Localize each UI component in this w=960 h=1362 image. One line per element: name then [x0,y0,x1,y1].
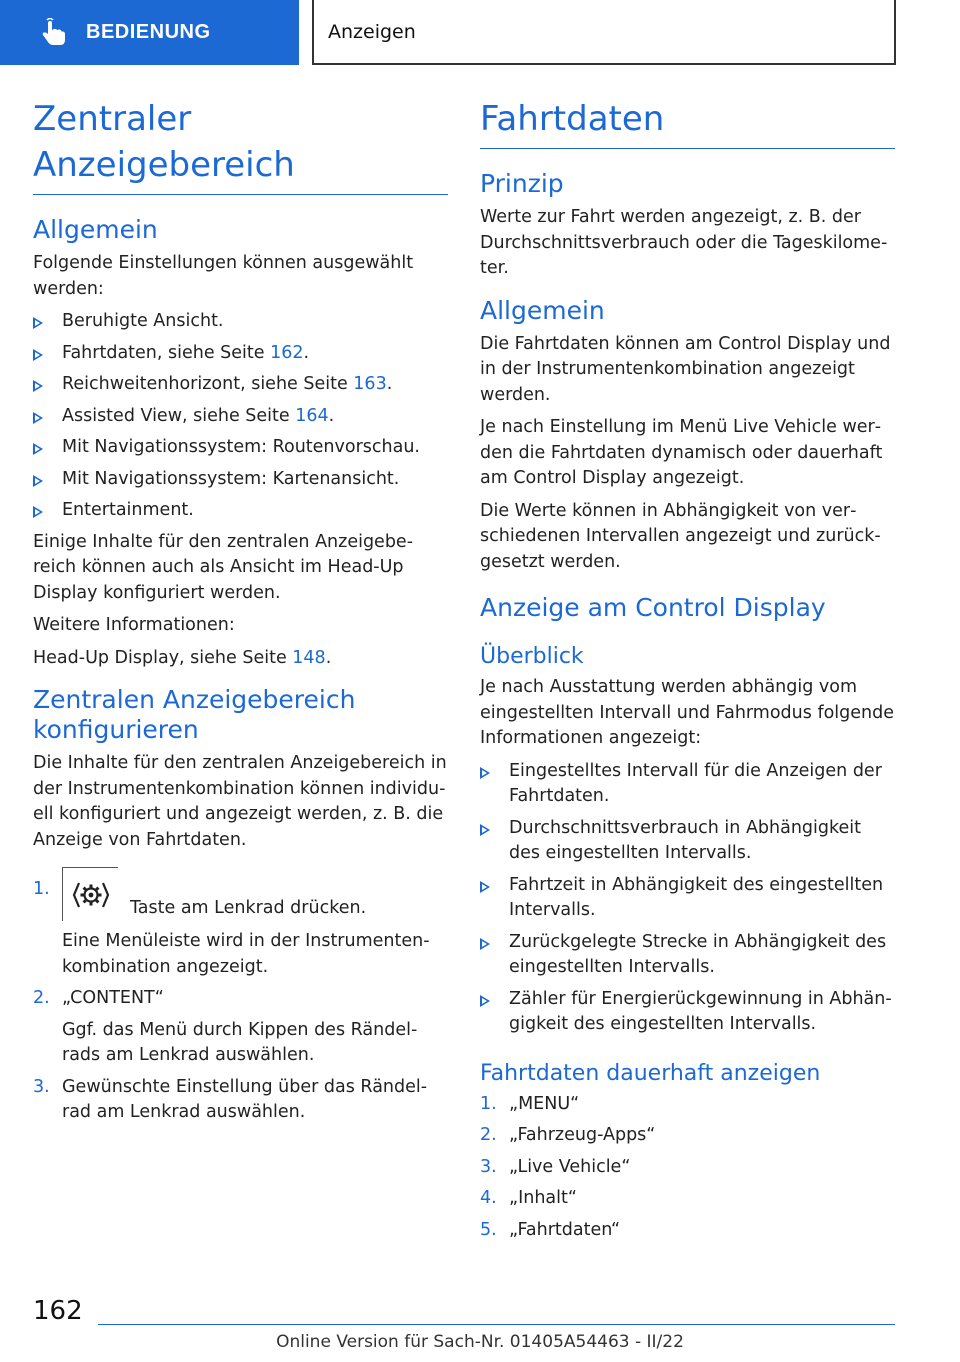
right-title: Fahrtdaten [480,96,895,149]
right-s1-heading: Prinzip [480,169,564,198]
step-item: 1. „MENU“ [480,1093,580,1114]
list-item: Fahrtdaten, siehe Seite 162. [33,341,448,367]
triangle-bullet-icon [33,317,43,329]
step-item [33,1075,448,1126]
left-s1-intro: Folgende Einstellungen können ausgewählt werden: [33,253,414,299]
section-label: BEDIENUNG [86,21,211,43]
list-item: Assisted View, siehe Seite 164. [33,404,448,430]
left-s1-p2: Einige Inhalte für den zentralen Anzeigebereich können auch als Ansicht im Head-Up Display konfiguriert werden. [33,531,414,603]
chapter-title: Anzeigen [328,20,416,43]
step-item [33,986,448,1069]
step-item: 2. „Fahrzeug-Apps“ [480,1125,656,1145]
right-s3-sub2: Fahrtdaten dauerhaft anzeigen [480,1060,821,1086]
section-tab [0,0,299,65]
left-s1-heading: Allgemein [33,215,158,244]
step-item [33,877,448,980]
left-title: Zentraler Anzeigebereich [33,96,448,195]
right-s3-heading: Anzeige am Control Display [480,593,826,622]
page-link[interactable]: 164 [295,405,329,426]
right-s3-sub1: Überblick [480,644,584,669]
settings-list [33,309,448,524]
step-line: „CONTENT“ [62,988,164,1008]
chapter-box [312,0,896,65]
list-item: Eingestelltes Intervall für die Anzeigen der Fahrtdaten. [480,759,895,810]
list-item: Mit Navigationssystem: Routenvorschau. [33,435,448,461]
list-item: Fahrtzeit in Abhängigkeit des eingestellten Intervalls. [480,873,895,924]
list-item: Zähler für Energierückgewinnung in Abhängigkeit des eingestellten Intervalls. [480,987,895,1038]
right-s2-heading: Allgemein [480,295,605,325]
right-s1-text: Werte zur Fahrt werden angezeigt, z. B. der Durchschnittsverbrauch oder die Tageskilometer. [480,207,888,278]
triangle-bullet-icon [480,995,490,1007]
page-link[interactable]: 148 [292,647,326,668]
left-s1-p4: Head-Up Display, siehe Seite 148. [33,647,332,668]
key-box [62,867,118,921]
right-s2-p2: Je nach Einstellung im Menü Live Vehicle werden die Fahrtdaten dynamisch oder dauerhaft am Control Display angezeigt. [480,417,883,488]
triangle-bullet-icon [480,881,490,893]
right-s2-p3: Die Werte können in Abhängigkeit von verschiedenen Intervallen angezeigt und zurückgesetzt werden. [480,500,881,572]
step-sub: Eine Menüleiste wird in der Instrumentenkombination angezeigt. [62,931,430,977]
step-line: Gewünschte Einstellung über das Rändelrad am Lenkrad auswählen. [62,1076,428,1122]
menu-steps [480,1092,895,1244]
right-s3-intro: Je nach Ausstattung werden abhängig vom eingestellten Intervall und Fahrmodus folgende Informationen angezeigt: [480,677,895,748]
footer-divider [98,1324,895,1325]
triangle-bullet-icon [33,349,43,361]
triangle-bullet-icon [33,443,43,455]
list-item: Mit Navigationssystem: Kartenansicht. [33,467,448,493]
left-column [33,96,448,1132]
step-item: 4. „Inhalt“ [480,1188,577,1208]
page-number: 162 [33,1296,83,1326]
footer-text: Online Version für Sach-Nr. 01405A54463 - II/22 [276,1332,684,1352]
triangle-bullet-icon [480,824,490,836]
left-s1-p3: Weitere Informationen: [33,615,235,635]
config-steps [33,877,448,1126]
triangle-bullet-icon [480,767,490,779]
triangle-bullet-icon [33,380,43,392]
gear-button-icon [72,880,110,910]
triangle-bullet-icon [33,506,43,518]
info-list [480,759,895,1038]
list-item: Entertainment. [33,498,448,524]
right-s2-p1: Die Fahrtdaten können am Control Display und in der Instrumentenkombination angezeigt werden. [480,333,891,405]
left-s2-intro: Die Inhalte für den zentralen Anzeigebereich in der Instrumentenkombination können individuell konfiguriert und angezeigt werden, z. B. die Anzeige von Fahrtdaten. [33,753,447,850]
list-item: Zurückgelegte Strecke in Abhängigkeit des eingestellten Intervalls. [480,930,895,981]
step-number: 2. [33,988,50,1008]
step-number: 3. [33,1076,50,1097]
list-item: Reichweitenhorizont, siehe Seite 163. [33,372,448,398]
hand-pointer-icon [38,18,68,48]
step-line: Taste am Lenkrad drücken. [130,897,367,918]
list-item: Durchschnittsverbrauch in Abhängigkeit des eingestellten Intervalls. [480,816,895,867]
triangle-bullet-icon [480,938,490,950]
left-s2-heading: Zentralen Anzeigebereich konfigurieren [33,685,356,744]
step-sub: Ggf. das Menü durch Kippen des Rändelrads am Lenkrad auswählen. [62,1019,418,1065]
triangle-bullet-icon [33,412,43,424]
page-link[interactable]: 162 [270,342,304,363]
step-number: 1. [33,879,50,899]
right-column [480,96,895,1249]
step-item: 5. „Fahrtdaten“ [480,1219,621,1240]
triangle-bullet-icon [33,475,43,487]
step-item: 3. „Live Vehicle“ [480,1156,631,1177]
page-link[interactable]: 163 [353,374,387,394]
list-item: Beruhigte Ansicht. [33,309,448,335]
